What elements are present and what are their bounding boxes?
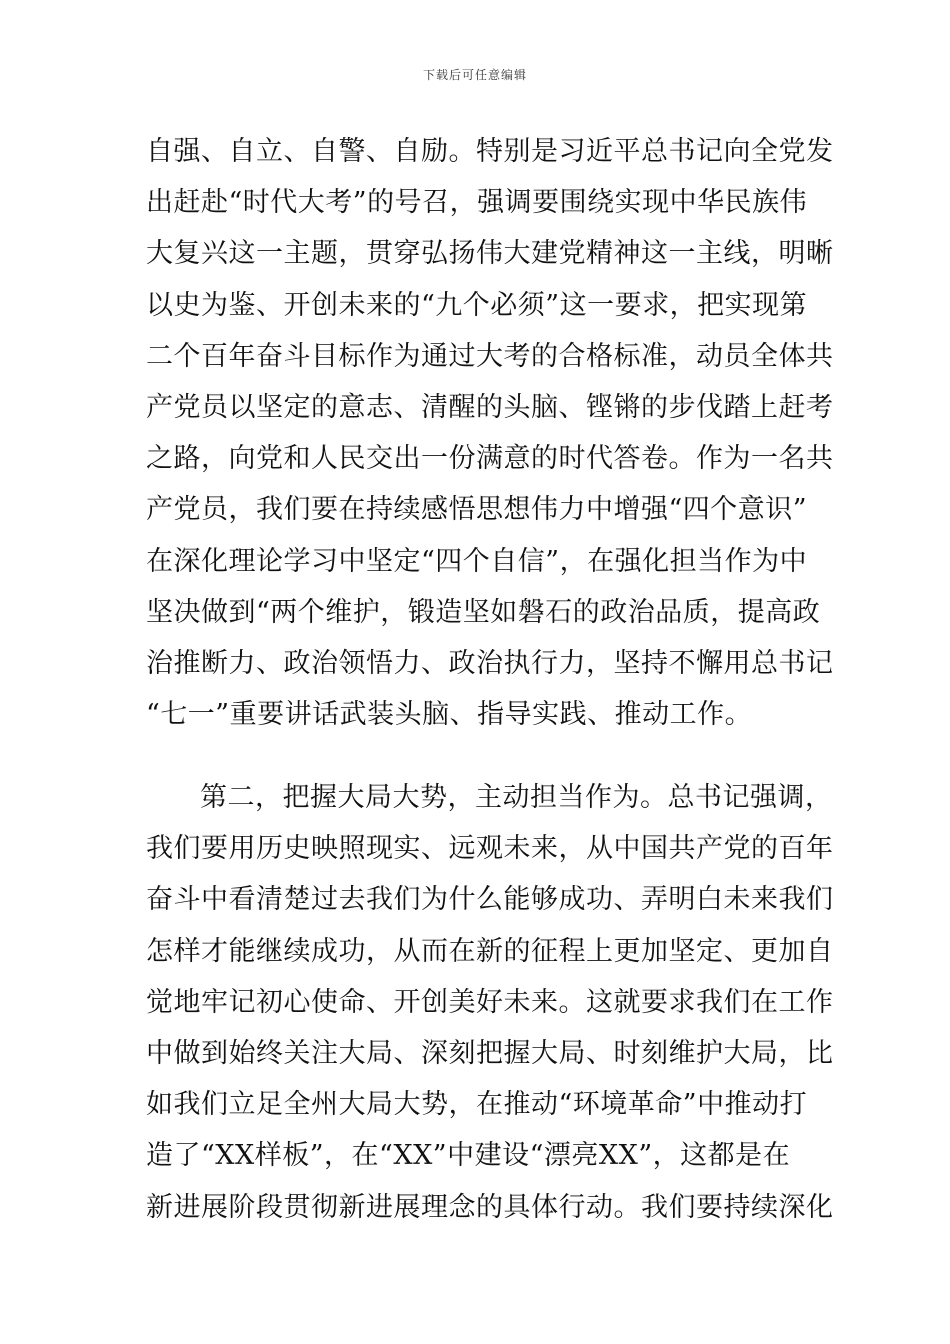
- text-line: 奋斗中看清楚过去我们为什么能够成功、弄明白未来我们: [146, 884, 834, 916]
- text-line: 产党员以坚定的意志、清醒的头脑、铿锵的步伐踏上赶考: [146, 391, 834, 423]
- text-line: “七一”重要讲话武装头脑、指导实践、推动工作。: [146, 699, 753, 731]
- text-line: 如我们立足全州大局大势，在推动“环境革命”中推动打: [146, 1089, 808, 1121]
- text-line: 我们要用历史映照现实、远观未来，从中国共产党的百年: [146, 833, 834, 865]
- text-line: 造了“XX样板”，在“XX”中建设“漂亮XX”，这都是在: [146, 1140, 791, 1172]
- text-line: 第二，把握大局大势，主动担当作为。总书记强调，: [200, 782, 833, 813]
- text-line: 怎样才能继续成功，从而在新的征程上更加坚定、更加自: [146, 935, 834, 967]
- text-line: 在深化理论学习中坚定“四个自信”，在强化担当作为中: [146, 545, 808, 577]
- paragraph-1: [146, 126, 834, 740]
- text-line: 以史为鉴、开创未来的“九个必须”这一要求，把实现第: [146, 289, 808, 321]
- text-line: 产党员，我们要在持续感悟思想伟力中增强“四个意识”: [146, 494, 808, 526]
- text-line: 自强、自立、自警、自励。特别是习近平总书记向全党发: [146, 136, 834, 167]
- text-line: 出赶赴“时代大考”的号召，强调要围绕实现中华民族伟: [146, 187, 808, 219]
- header-note: 下载后可任意编辑: [422, 68, 527, 82]
- text-line: 觉地牢记初心使命、开创美好未来。这就要求我们在工作: [146, 986, 834, 1018]
- text-line: 之路，向党和人民交出一份满意的时代答卷。作为一名共: [146, 443, 834, 475]
- text-line: 治推断力、政治领悟力、政治执行力，坚持不懈用总书记: [146, 647, 834, 679]
- text-line: 新进展阶段贯彻新进展理念的具体行动。我们要持续深化: [146, 1191, 834, 1223]
- paragraph-2: [146, 772, 834, 1233]
- text-line: 大复兴这一主题，贯穿弘扬伟大建党精神这一主线，明晰: [146, 238, 834, 270]
- text-line: 坚决做到“两个维护，锻造坚如磐石的政治品质，提高政: [146, 596, 821, 628]
- text-line: 二个百年奋斗目标作为通过大考的合格标准，动员全体共: [146, 340, 834, 372]
- text-line: 中做到始终关注大局、深刻把握大局、时刻维护大局，比: [146, 1037, 834, 1069]
